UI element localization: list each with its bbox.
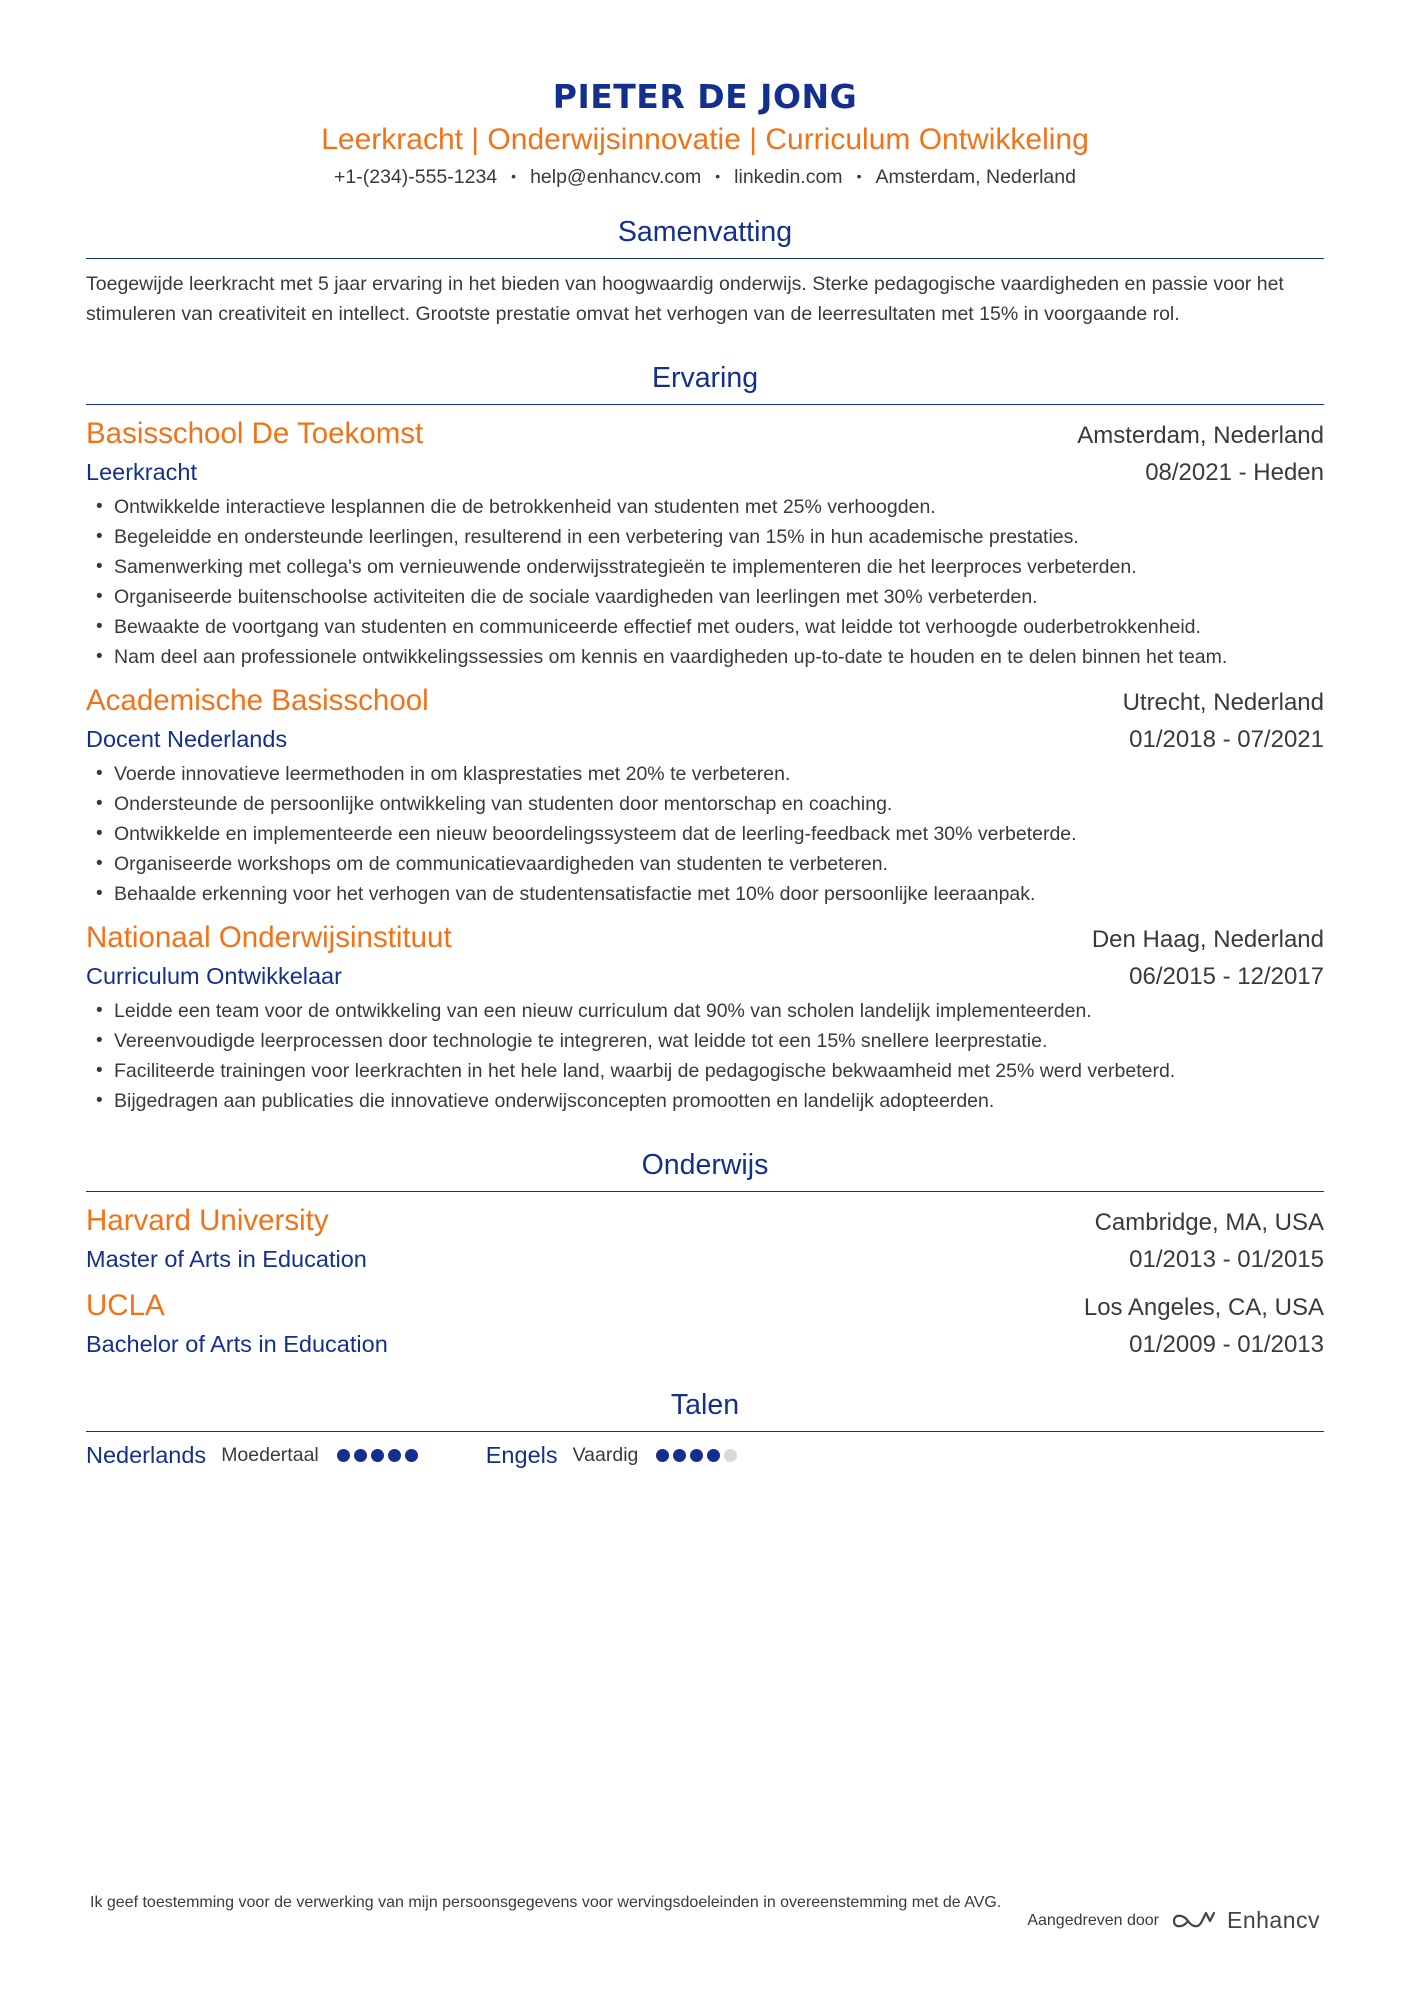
enhancv-logo-icon [1171,1910,1217,1932]
experience-title: Ervaring [86,359,1324,405]
resume-header [86,0,1324,191]
study-dates: 01/2009 - 01/2013 [1129,1331,1324,1358]
separator-dot: • [715,168,721,184]
achievement-item: • Leidde een team voor de ontwikkeling van een nieuw curriculum dat 90% van scholen landelijk implementeerden. [86,996,1324,1026]
rating-dot-filled [656,1449,669,1462]
contact-line [86,162,1324,191]
entry-role-row [86,722,1324,757]
languages-list [86,1438,1324,1472]
degree-name: Bachelor of Arts in Education [86,1331,388,1357]
powered-by [1027,1907,1320,1934]
entry-role-row [86,455,1324,490]
study-dates: 01/2013 - 01/2015 [1129,1246,1324,1273]
entry-degree-row [86,1327,1324,1362]
languages-title: Talen [86,1386,1324,1432]
education-entry [86,1202,1324,1277]
rating-dot-filled [405,1449,418,1462]
brand-name[interactable]: Enhancv [1226,1907,1320,1933]
contact-website[interactable]: linkedin.com [734,166,843,188]
achievement-item: • Begeleidde en ondersteunde leerlingen, resulterend in een verbetering van 15% in hun academische prestaties. [86,522,1324,552]
achievement-item: • Ontwikkelde interactieve lesplannen die de betrokkenheid van studenten met 25% verhoogden. [86,492,1324,522]
rating-dot-filled [707,1449,720,1462]
experience-entry [86,682,1324,909]
proficiency-rating [337,1449,422,1462]
education-section [86,1146,1324,1362]
achievement-item: • Organiseerde buitenschoolse activiteiten die de sociale vaardigheden van leerlingen met 30% verbeterden. [86,582,1324,612]
language-item [486,1438,742,1472]
consent-text: Ik geef toestemming voor de verwerking van mijn persoonsgegevens voor wervingsdoeleinden in overeenstemming met de AVG. [90,1894,1002,1911]
powered-by-label: Aangedreven door [1027,1911,1159,1929]
rating-dot-filled [673,1449,686,1462]
achievement-item: • Nam deel aan professionele ontwikkelingssessies om kennis en vaardigheden up-to-date te houden en te delen binnen het team. [86,642,1324,672]
job-dates: 08/2021 - Heden [1145,459,1324,486]
school-name: UCLA [86,1289,165,1322]
rating-dot-filled [371,1449,384,1462]
rating-dot-empty [724,1449,737,1462]
rating-dot-filled [388,1449,401,1462]
employer-location: Den Haag, Nederland [1091,926,1324,953]
degree-name: Master of Arts in Education [86,1246,367,1272]
language-level: Vaardig [572,1443,639,1466]
employer-location: Amsterdam, Nederland [1077,422,1324,449]
job-dates: 01/2018 - 07/2021 [1129,726,1324,753]
rating-dot-filled [337,1449,350,1462]
job-title: Curriculum Ontwikkelaar [86,963,342,989]
achievement-item: • Faciliteerde trainingen voor leerkrachten in het hele land, waarbij de pedagogische bekwaamheid met 25% werd verbeterd. [86,1056,1324,1086]
employer-name: Academische Basisschool [86,684,429,717]
candidate-name: PIETER DE JONG [552,77,858,116]
rating-dot-filled [354,1449,367,1462]
entry-degree-row [86,1242,1324,1277]
education-title: Onderwijs [86,1146,1324,1192]
summary-title: Samenvatting [86,213,1324,259]
entry-header-row [86,415,1324,455]
education-list [86,1202,1324,1362]
school-location: Cambridge, MA, USA [1094,1209,1324,1236]
language-name: Nederlands [86,1442,207,1468]
entry-role-row [86,959,1324,994]
achievement-item: • Bijgedragen aan publicaties die innovatieve onderwijsconcepten promootten en landelijk adopteerden. [86,1086,1324,1116]
contact-email[interactable]: help@enhancv.com [530,166,702,188]
language-item [86,1438,422,1472]
employer-name: Basisschool De Toekomst [86,417,424,450]
language-level: Moedertaal [221,1443,319,1466]
achievement-item: • Ondersteunde de persoonlijke ontwikkeling van studenten door mentorschap en coaching. [86,789,1324,819]
school-location: Los Angeles, CA, USA [1083,1294,1324,1321]
proficiency-rating [656,1449,741,1462]
contact-location: Amsterdam, Nederland [875,166,1076,188]
candidate-headline: Leerkracht | Onderwijsinnovatie | Curriculum Ontwikkeling [321,123,1089,156]
entry-header-row [86,1287,1324,1327]
achievement-list [86,492,1324,672]
resume-content [86,0,1324,1472]
experience-entry [86,919,1324,1116]
job-title: Docent Nederlands [86,726,288,752]
achievement-item: • Ontwikkelde en implementeerde een nieuw beoordelingssysteem dat de leerling-feedback met 30% verbeterde. [86,819,1324,849]
summary-text: Toegewijde leerkracht met 5 jaar ervaring in het bieden van hoogwaardig onderwijs. Sterke pedagogische vaardigheden en passie voor het stimuleren van creativiteit en intellect. Grootste prestatie omvat het verhogen van de leerresultaten met 15% in voorgaande rol. [86,273,1284,325]
footer [90,1893,1320,1934]
summary-section [86,213,1324,329]
achievement-list [86,759,1324,909]
experience-list [86,415,1324,1116]
entry-header-row [86,1202,1324,1242]
employer-location: Utrecht, Nederland [1122,689,1324,716]
experience-entry [86,415,1324,672]
contact-phone: +1-(234)-555-1234 [334,166,498,188]
separator-dot: • [856,168,862,184]
entry-header-row [86,919,1324,959]
achievement-item: • Vereenvoudigde leerprocessen door technologie te integreren, wat leidde tot een 15% snellere leerprestatie. [86,1026,1324,1056]
entry-header-row [86,682,1324,722]
achievement-item: • Samenwerking met collega's om vernieuwende onderwijsstrategieën te implementeren die het leerproces verbeterden. [86,552,1324,582]
experience-section [86,359,1324,1116]
separator-dot: • [511,168,517,184]
achievement-item: • Behaalde erkenning voor het verhogen van de studentensatisfactie met 10% door persoonlijke leeraanpak. [86,879,1324,909]
employer-name: Nationaal Onderwijsinstituut [86,921,452,954]
job-title: Leerkracht [86,459,198,485]
achievement-item: • Bewaakte de voortgang van studenten en communiceerde effectief met ouders, wat leidde tot verhoogde ouderbetrokkenheid. [86,612,1324,642]
rating-dot-filled [690,1449,703,1462]
language-name: Engels [485,1442,558,1468]
achievement-list [86,996,1324,1116]
achievement-item: • Voerde innovatieve leermethoden in om klasprestaties met 20% te verbeteren. [86,759,1324,789]
education-entry [86,1287,1324,1362]
school-name: Harvard University [86,1204,329,1237]
job-dates: 06/2015 - 12/2017 [1129,963,1324,990]
achievement-item: • Organiseerde workshops om de communicatievaardigheden van studenten te verbeteren. [86,849,1324,879]
languages-section [86,1386,1324,1472]
